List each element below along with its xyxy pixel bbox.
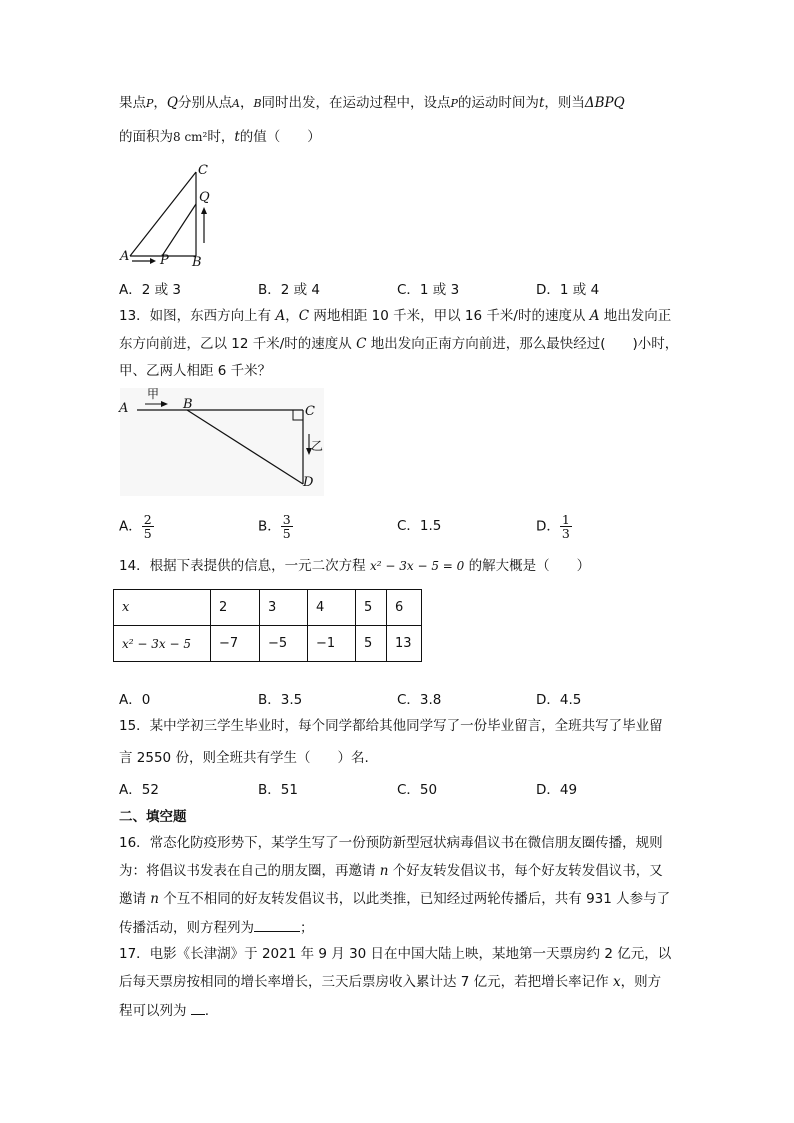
q16-line2: 为：将倡议书发表在自己的朋友圈，再邀请 n 个好友转发倡议书，每个好友转发倡议书，又: [119, 863, 663, 879]
q14-option-c: C．3.8: [397, 692, 442, 708]
label-A: A: [119, 401, 129, 416]
q15-option-a: A．52: [119, 782, 159, 798]
table-cell: 5: [356, 626, 387, 662]
q16-line4: 传播活动，则方程列为 ；: [119, 917, 314, 938]
q12-option-a: A．2 或 3: [119, 282, 181, 298]
q15-option-d: D．49: [536, 782, 578, 798]
q12-triangle-figure: [118, 160, 228, 270]
q12-option-d: D．1 或 4: [536, 282, 600, 298]
q14-value-table: [113, 589, 422, 662]
label-P: P: [160, 253, 169, 268]
table-cell: x² − 3x − 5: [114, 626, 211, 662]
table-cell: −5: [260, 626, 308, 662]
q16-line1: 16．常态化防疫形势下，某学生写了一份预防新型冠状病毒倡议书在微信朋友圈传播，规则: [119, 835, 663, 851]
q17-line2: 后每天票房按相同的增长率增长，三天后票房收入累计达 7 亿元，若把增长率记作 x，则方: [119, 974, 662, 990]
label-C: C: [305, 404, 315, 419]
q13-line3: 甲、乙两人相距 6 千米？: [119, 363, 272, 379]
q14-option-d: D．4.5: [536, 692, 582, 708]
q17-line1: 17．电影《长津湖》于 2021 年 9 月 30 日在中国大陆上映，某地第一天票房约 2 亿元，以: [119, 946, 672, 962]
label-yi: 乙: [311, 439, 324, 453]
table-cell: 5: [356, 590, 387, 626]
table-cell: x: [114, 590, 211, 626]
q12-option-b: B．2 或 4: [258, 282, 321, 298]
table-cell: 13: [387, 626, 422, 662]
q16-line3: 邀请 n 个互不相同的好友转发倡议书，以此类推，已知经过两轮传播后，共有 931 人参与了: [119, 891, 671, 907]
q12-line1: 果点P，Q分别从点A，B同时出发，在运动过程中，设点P的运动时间为t，则当ΔBPQ: [119, 95, 625, 111]
table-row: [114, 590, 422, 626]
q14-stem: 14．根据下表提供的信息，一元二次方程 x² − 3x − 5 = 0 的解大概是（ ）: [119, 558, 591, 574]
q12-option-c: C．1 或 3: [397, 282, 460, 298]
q13-option-b: B． $\frac{3}{5}$: [258, 512, 291, 541]
q15-option-b: B．51: [258, 782, 298, 798]
q17-line3: 程可以列为 .: [119, 1000, 209, 1021]
table-cell: 3: [260, 590, 308, 626]
answer-blank[interactable]: [191, 1000, 205, 1015]
label-A: A: [120, 249, 130, 264]
q15-option-c: C．50: [397, 782, 438, 798]
label-jia: 甲: [147, 387, 160, 401]
section-title: 二、填空题: [119, 809, 187, 825]
q13-line1: 13．如图，东西方向上有 A，C 两地相距 10 千米，甲以 16 千米/时的速度从 A 地出发向正: [119, 308, 672, 324]
label-B: B: [192, 255, 202, 270]
table-cell: −7: [211, 626, 260, 662]
table-cell: 6: [387, 590, 422, 626]
q13-option-c: C．1.5: [397, 518, 442, 534]
q13-option-d: D． $\frac{1}{3}$: [536, 512, 570, 541]
table-cell: −1: [308, 626, 356, 662]
q14-option-b: B．3.5: [258, 692, 303, 708]
label-C: C: [198, 163, 208, 178]
table-cell: 2: [211, 590, 260, 626]
label-D: D: [303, 475, 314, 490]
q12-line2: 的面积为8 cm²时，t的值（ ）: [119, 129, 321, 145]
label-Q: Q: [199, 190, 210, 205]
q15-line2: 言 2550 份，则全班共有学生（ ）名.: [119, 750, 369, 766]
table-row: [114, 626, 422, 662]
q13-option-a: A． $\frac{2}{5}$: [119, 512, 152, 541]
q13-line2: 东方向前进，乙以 12 千米/时的速度从 C 地出发向正南方向前进，那么最快经过( )小时，: [119, 336, 679, 352]
label-B: B: [183, 397, 193, 412]
table-cell: 4: [308, 590, 356, 626]
q14-option-a: A．0: [119, 692, 151, 708]
q15-line1: 15．某中学初三学生毕业时，每个同学都给其他同学写了一份毕业留言，全班共写了毕业留: [119, 718, 663, 734]
q13-route-figure: [117, 386, 327, 498]
answer-blank[interactable]: [254, 917, 300, 932]
